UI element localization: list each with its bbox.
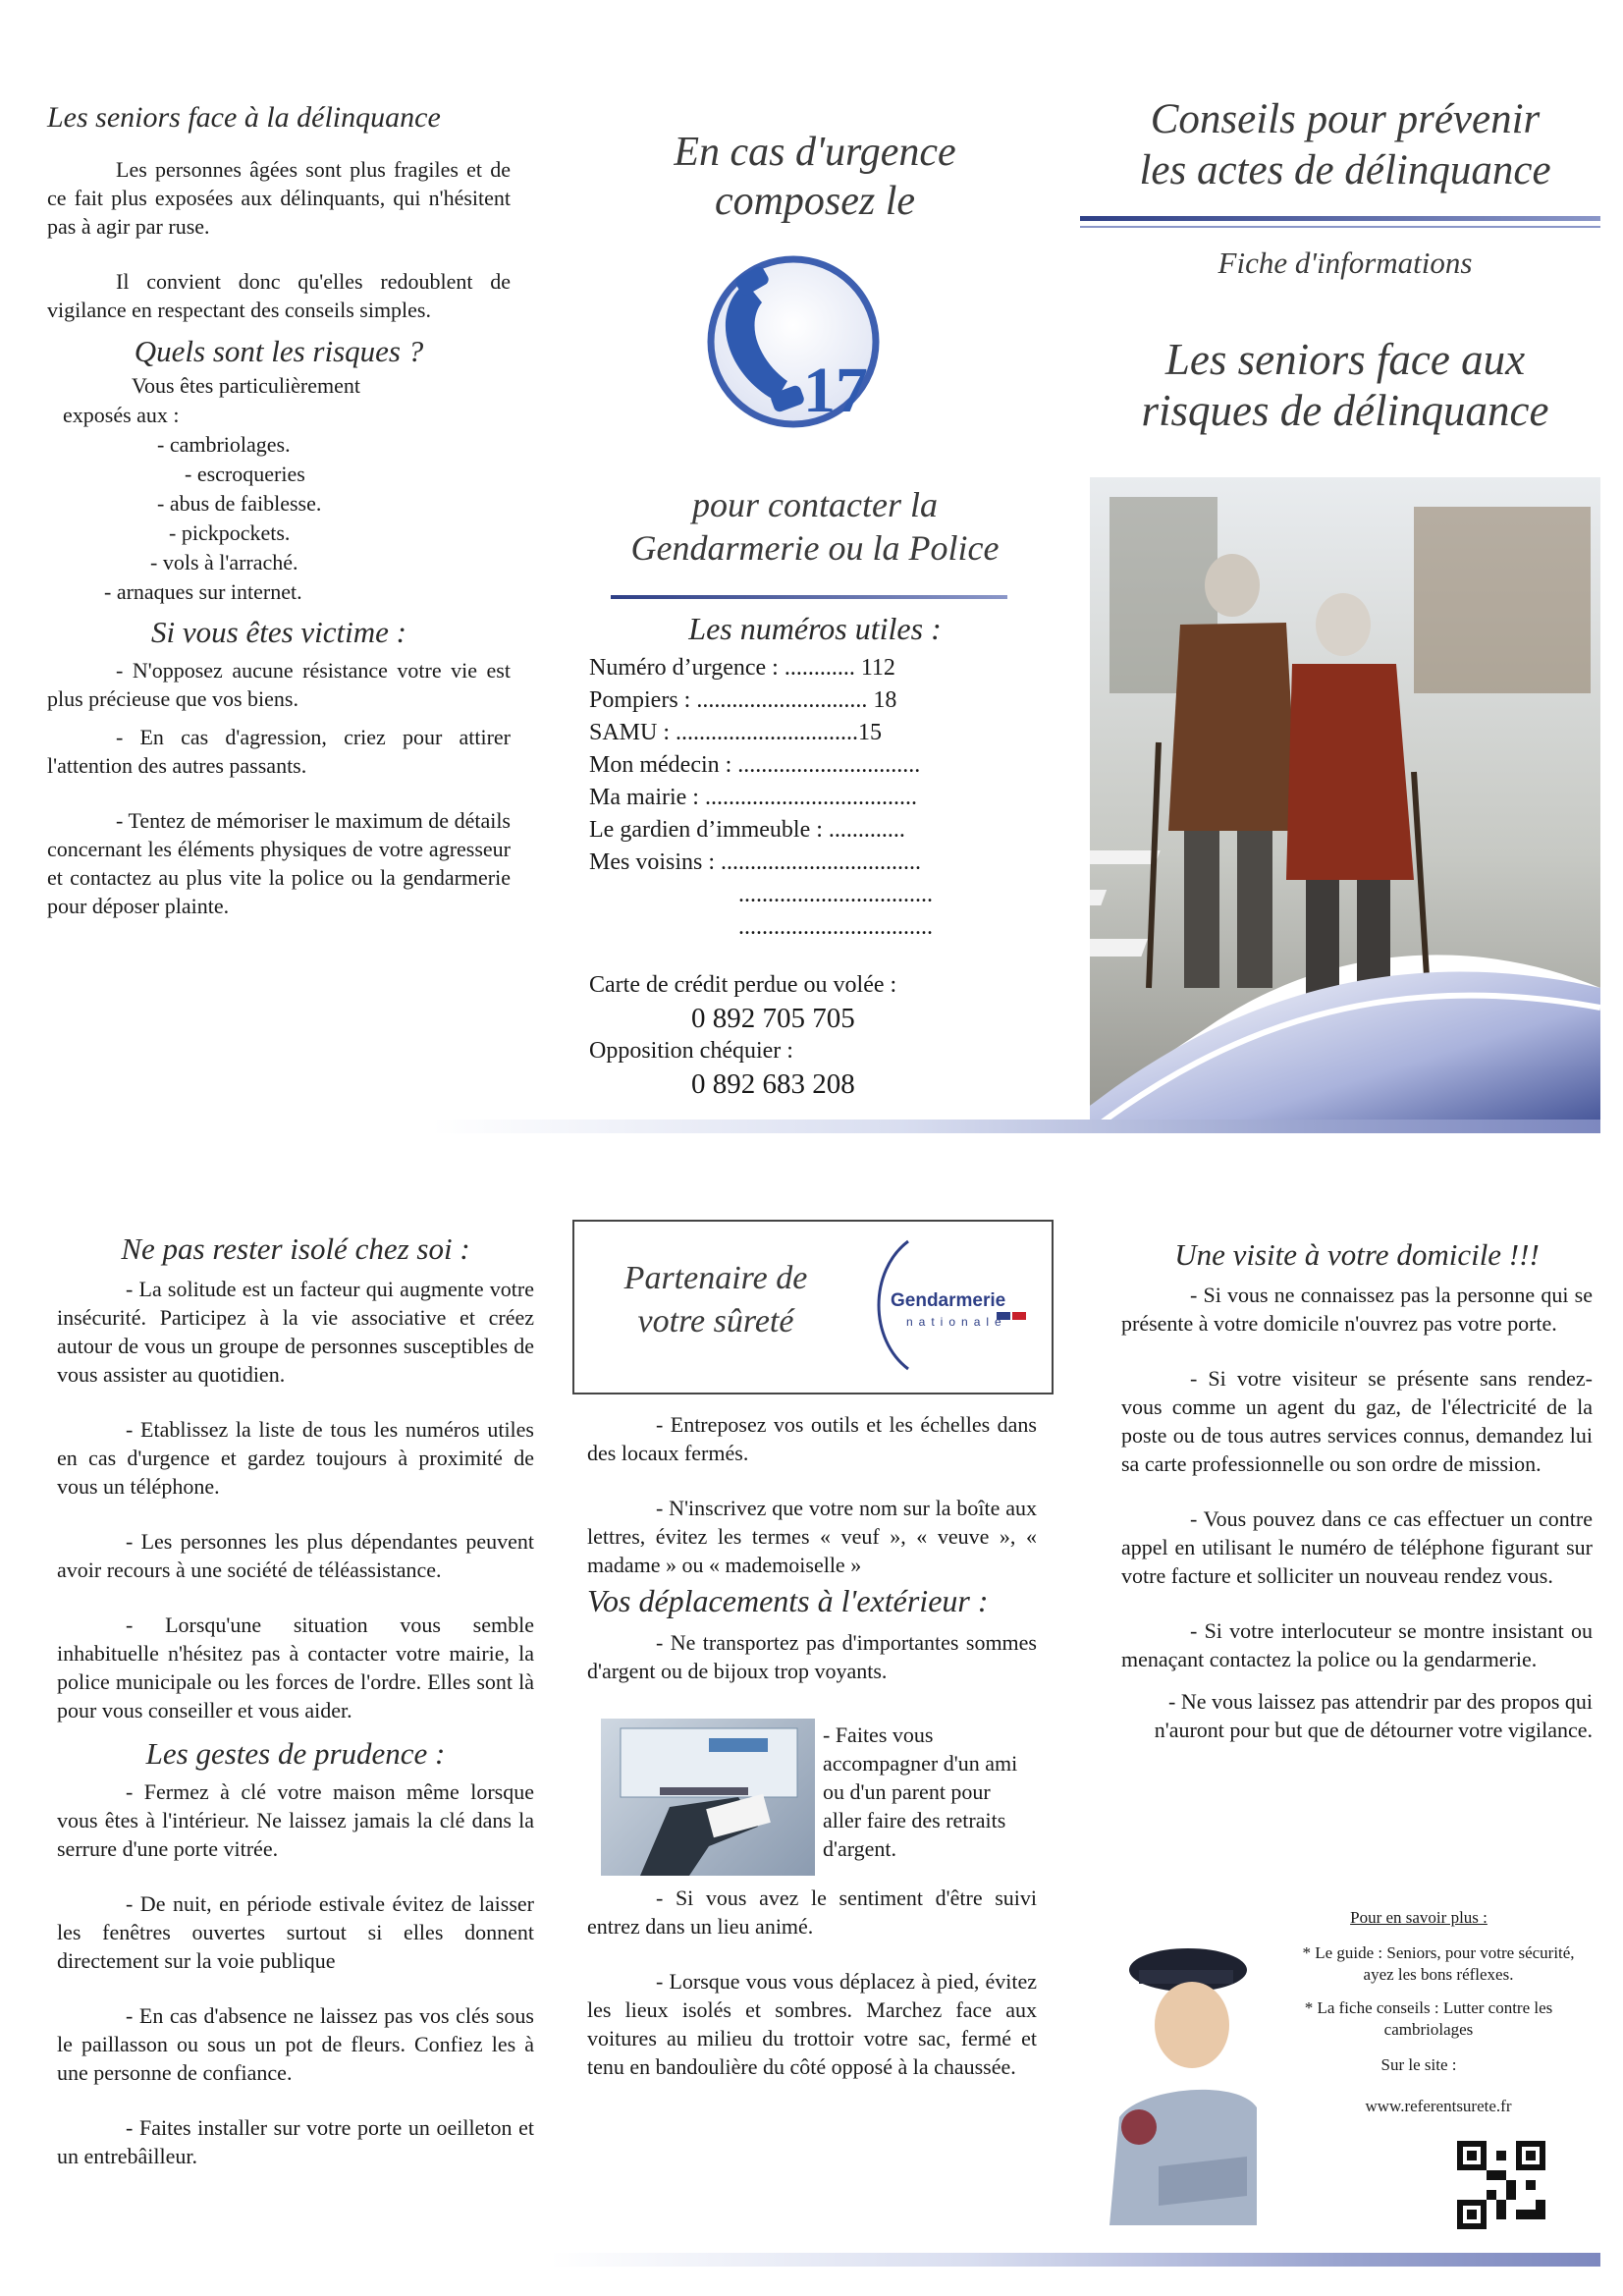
partner-line-1: Partenaire de (623, 1260, 808, 1296)
gestes-para-3: - En cas d'absence ne laissez pas vos clés sous le paillasson ou sous un pot de fleurs. Confiez les à une personne de confiance. (57, 2003, 534, 2085)
atm-photo (601, 1719, 815, 1876)
cover-main-title (1090, 334, 1600, 436)
emergency-17-badge (677, 244, 903, 440)
dep-para-2: - Si vous avez le sentiment d'être suivi entrez dans un lieu animé. (587, 1886, 1037, 1939)
seniors-photo (1090, 477, 1600, 1131)
visite-para-4: - Si votre interlocuteur se montre insistant ou menaçant contactez la police ou la gendarmerie. (1121, 1618, 1593, 1671)
more-item-1: * Le guide : Seniors, pour votre sécurité, ayez les bons réflexes. (1302, 1943, 1575, 1984)
page1-bottom-swoosh (432, 1120, 1600, 1133)
contact-text (569, 483, 1060, 570)
partner-line-2: votre sûreté (637, 1303, 794, 1339)
risk-item: - arnaques sur internet. (104, 579, 302, 604)
phone-icon (677, 244, 903, 440)
gestes-title: Les gestes de prudence : (145, 1736, 446, 1771)
cover-title-2: les actes de délinquance (1139, 147, 1551, 193)
gestes-para-4: - Faites installer sur votre porte un oeilleton et un entrebâilleur. (57, 2115, 534, 2168)
seniors-photo-image (1090, 477, 1600, 1131)
urgence-line-1: En cas d'urgence (674, 130, 956, 175)
cheque-label: Opposition chéquier : (589, 1038, 793, 1064)
victim-para-3: - Tentez de mémoriser le maximum de détails concernant les éléments physiques de votre agresseur et contactez au plus vite la police ou la gendarmerie pour déposer plainte. (47, 808, 511, 918)
risks-intro-1: Vous êtes particulièrement (132, 373, 360, 398)
middle-para-1: - Entreposez vos outils et les échelles dans des locaux fermés. (587, 1412, 1037, 1465)
partner-box (572, 1220, 1054, 1394)
qr-code-icon (1457, 2141, 1545, 2229)
divider-rule (611, 595, 1007, 599)
p1-middle-column (569, 128, 1060, 226)
victim-para-2: - En cas d'agression, criez pour attirer l'attention des autres passants. (47, 725, 511, 778)
number-row-blank: ................................. (738, 882, 933, 907)
risk-item: - cambriolages. (157, 432, 291, 457)
gestes-para-2: - De nuit, en période estivale évitez de laisser les fenêtres ouvertes surtout si elles donnent directement sur la voie publique (57, 1891, 534, 1973)
risk-item: - abus de faiblesse. (157, 491, 322, 516)
useful-numbers (589, 609, 1041, 1101)
risk-item: - pickpockets. (169, 520, 291, 545)
cheque-number: 0 892 683 208 (691, 1068, 855, 1100)
gendarme-photo (1100, 1931, 1257, 2225)
victim-title: Si vous êtes victime : (151, 615, 406, 649)
visite-para-1: - Si vous ne connaissez pas la personne qui se présente à votre domicile n'ouvrez pas votre porte. (1121, 1283, 1593, 1336)
cover-main-1: Les seniors face aux (1164, 335, 1526, 384)
atm-text: - Faites vous accompagner d'un ami ou d'un parent pour aller faire des retraits d'argent. (823, 1722, 1018, 1861)
visite-para-3: - Vous pouvez dans ce cas effectuer un contre appel en utilisant le numéro de téléphone figurant sur votre facture et solliciter un nouveau rendez vous. (1121, 1506, 1593, 1588)
p2-middle-column (587, 1410, 1037, 1693)
risks-intro-2: exposés aux : (63, 403, 180, 427)
visite-para-2: - Si votre visiteur se présente sans rendez-vous comme un agent du gaz, de l'électricité de la poste ou de tous autres services connus, demandez lui sa carte professionnelle ou son ordre de mission. (1121, 1366, 1593, 1476)
cover-rule (1080, 216, 1600, 221)
site-url-link[interactable]: www.referentsurete.fr (1365, 2097, 1512, 2115)
card-number: 0 892 705 705 (691, 1003, 855, 1034)
number-row-medecin: Mon médecin : ............................... (589, 752, 921, 778)
more-item-2: * La fiche conseils : Lutter contre les cambriolages (1304, 1998, 1553, 2039)
more-title: Pour en savoir plus : (1350, 1908, 1488, 1927)
number-row-samu: SAMU : ...............................15 (589, 720, 883, 745)
card-label: Carte de crédit perdue ou volée : (589, 972, 897, 998)
more-info (1247, 1907, 1591, 2117)
gendarmerie-label: Gendarmerie (891, 1290, 1006, 1311)
risks-title: Quels sont les risques ? (134, 334, 424, 368)
cover-subtitle: Fiche d'informations (1217, 246, 1473, 280)
visite-last: - Ne vous laissez pas attendrir par des propos qui n'auront pour but que de détourner votre vigilance. (1154, 1689, 1593, 1742)
p1-left-column (47, 98, 511, 947)
p2-middle-column-lower (587, 1884, 1037, 2107)
isolement-para-2: - Etablissez la liste de tous les numéros utiles en cas d'urgence et gardez toujours à proximité de vous un téléphone. (57, 1417, 534, 1499)
number-row-voisins: Mes voisins : .................................. (589, 849, 922, 875)
isolement-para-4: - Lorsqu'une situation vous semble inhabituelle n'hésitez pas à contacter votre mairie, la police municipale ou les forces de l'ordre. Elles sont là pour vous conseiller et vous aider. (57, 1613, 534, 1722)
cover-title-1: Conseils pour prévenir (1150, 96, 1541, 142)
risk-item: - vols à l'arraché. (150, 550, 298, 574)
risk-item: - escroqueries (185, 462, 305, 486)
number-row-blank: ................................. (738, 914, 933, 940)
contact-line-2: Gendarmerie ou la Police (630, 528, 1000, 568)
middle-para-2: - N'inscrivez que votre nom sur la boîte aux lettres, évitez les termes « veuf », « veuve », « madame » ou « mademoiselle » (587, 1496, 1037, 1577)
numbers-title: Les numéros utiles : (688, 611, 942, 646)
contact-line-1: pour contacter la (692, 485, 938, 524)
urgence-line-2: composez le (714, 179, 916, 224)
victim-para-1: - N'opposez aucune résistance votre vie est plus précieuse que vos biens. (47, 658, 511, 711)
gendarmerie-sublabel: nationale (906, 1315, 1007, 1329)
p1-intro-2: Il convient donc qu'elles redoublent de vigilance en respectant des conseils simples. (47, 269, 511, 322)
emergency-number: 17 (803, 355, 868, 426)
isolement-para-3: - Les personnes les plus dépendantes peuvent avoir recours à une société de téléassistance. (57, 1529, 534, 1582)
p2-right-column (1121, 1235, 1593, 1744)
site-label: Sur le site : (1380, 2055, 1457, 2074)
isolement-title: Ne pas rester isolé chez soi : (121, 1231, 470, 1266)
gendarme-image (1100, 1931, 1257, 2225)
deplacements-title: Vos déplacements à l'extérieur : (587, 1583, 989, 1618)
cover-rule-thin (1080, 226, 1600, 228)
visite-title: Une visite à votre domicile !!! (1174, 1237, 1540, 1272)
p2-left-column (57, 1230, 534, 2197)
dep-para-3: - Lorsque vous vous déplacez à pied, évitez les lieux isolés et sombres. Marchez face aux voitures au milieu du trottoir votre sac, fermé et tenu en bandoulière du côté opposé à la chaussée. (587, 1969, 1037, 2079)
gestes-para-1: - Fermez à clé votre maison même lorsque vous êtes à l'intérieur. Ne laissez jamais la clé dans la serrure d'une porte vitrée. (57, 1779, 534, 1861)
isolement-para-1: - La solitude est un facteur qui augmente votre insécurité. Participez à la vie associative et créez autour de vous un groupe de personnes susceptibles de vous assister au quotidien. (57, 1277, 534, 1387)
page2-bottom-swoosh (550, 2253, 1600, 2267)
number-row-mairie: Ma mairie : .................................... (589, 785, 917, 810)
number-row-urgence: Numéro d’urgence : ............ 112 (589, 655, 895, 681)
p1-intro-1: Les personnes âgées sont plus fragiles et de ce fait plus exposées aux délinquants, qui n'hésitent pas à agir par ruse. (47, 157, 511, 239)
number-row-gardien: Le gardien d’immeuble : ............. (589, 817, 905, 843)
cover-main-2: risques de délinquance (1141, 386, 1549, 435)
dep-para-1: - Ne transportez pas d'importantes sommes d'argent ou de bijoux trop voyants. (587, 1630, 1037, 1683)
atm-image (601, 1719, 815, 1876)
number-row-pompiers: Pompiers : ............................. 18 (589, 687, 897, 713)
p1-right-column (1090, 94, 1600, 196)
p1-left-title: Les seniors face à la délinquance (47, 101, 441, 134)
